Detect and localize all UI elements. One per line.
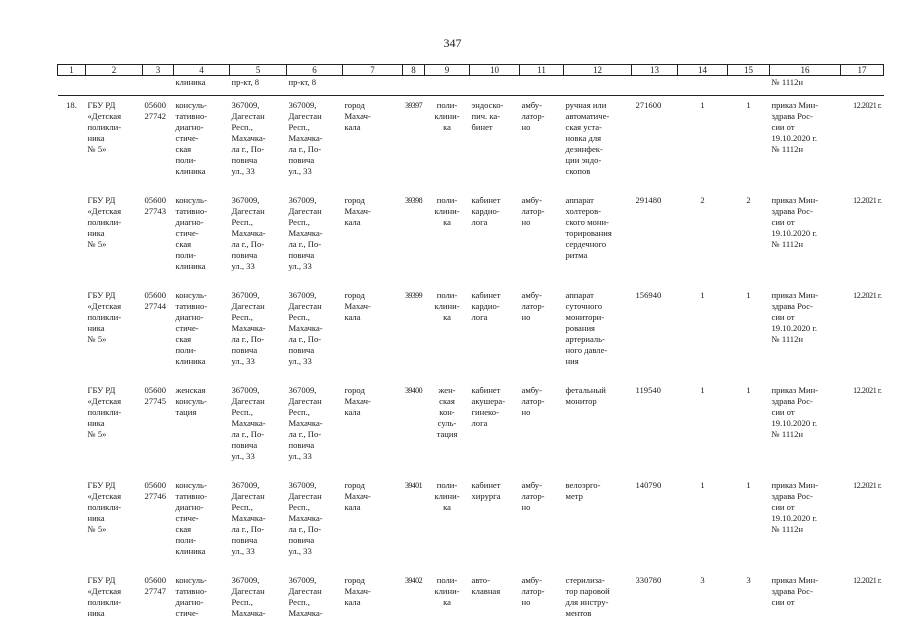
table-cell: 1 <box>700 100 705 110</box>
table-cell: велоэрго- метр <box>565 480 601 501</box>
column-header-16: 16 <box>770 65 841 76</box>
continuation-cell <box>470 76 520 96</box>
table-cell: 367009, Дагестан Респ., Махачка- ла г., По- повича ул., 33 <box>288 195 323 271</box>
table-cell: приказ Мин- здрава Рос- сии от 19.10.2020 г. № 1112н <box>771 385 819 439</box>
table-row <box>58 96 884 192</box>
table-cell: 39402 <box>404 576 422 585</box>
table-cell: 330780 <box>635 575 662 585</box>
continuation-cell: пр-кт, 8 <box>287 76 343 96</box>
table-cell: 1 <box>746 385 751 395</box>
table-cell: стерилиза- тор паровой для инстру- ментов <box>565 575 610 618</box>
column-header-4: 4 <box>174 65 230 76</box>
table-cell: поли- клини- ка <box>434 480 460 512</box>
table-cell: амбу- латор- но <box>521 480 545 512</box>
table-cell <box>58 476 86 571</box>
table-cell: 367009, Дагестан Респ., Махачка- ла г., По- повича ул., 33 <box>231 195 266 271</box>
continuation-cell: клиника <box>174 76 230 96</box>
table-cell: 367009, Дагестан Респ., Махачка- ла г., По- повича ул., 33 <box>288 385 323 461</box>
table-cell: 3 <box>700 575 705 585</box>
table-cell: аппарат холтеров- ского мони- торирования сердечного ритма <box>565 195 612 260</box>
table-cell: 18. <box>66 100 77 110</box>
continuation-row <box>58 76 884 96</box>
table-cell: 12.2021 г. <box>853 576 882 585</box>
column-header-15: 15 <box>728 65 770 76</box>
table-cell: приказ Мин- здрава Рос- сии от 19.10.2020 г. № 1112н <box>771 480 819 534</box>
table-cell: 05600 27743 <box>144 195 166 216</box>
table-cell: ГБУ РД «Детская поликли- ника № 5» <box>87 385 122 439</box>
table-cell <box>58 286 86 381</box>
table-row <box>58 476 884 571</box>
table-cell: консуль- тативно- диагно- стиче- ская поли- клиника <box>175 100 208 176</box>
table-cell: фетальный монитор <box>565 385 606 406</box>
table-cell: амбу- латор- но <box>521 290 545 322</box>
table-cell: 1 <box>746 100 751 110</box>
table-cell: ГБУ РД «Детская поликли- ника № 5» <box>87 480 122 534</box>
table-cell: ГБУ РД «Детская поликли- ника <box>87 575 122 618</box>
table-cell: город Махач- кала <box>344 480 371 512</box>
table-cell: 1 <box>700 385 705 395</box>
page-number: 347 <box>443 36 462 50</box>
table-cell: консуль- тативно- диагно- стиче- ская поли- клиника <box>175 290 208 366</box>
column-header-8: 8 <box>403 65 425 76</box>
table-cell: ручная или автоматиче- ская уста- новка для дезинфек- ции эндо- скопов <box>565 100 610 176</box>
column-header-12: 12 <box>564 65 632 76</box>
table-cell: кабинет кардио- лога <box>471 290 501 322</box>
table-cell: поли- клини- ка <box>434 290 460 322</box>
table-cell <box>58 191 86 286</box>
continuation-cell: пр-кт, 8 <box>230 76 287 96</box>
table-cell: поли- клини- ка <box>434 100 460 132</box>
continuation-cell <box>632 76 678 96</box>
table-cell: консуль- тативно- диагно- стиче- ская поли- клиника <box>175 480 208 556</box>
table-cell: 367009, Дагестан Респ., Махачка- ла г., По- повича ул., 33 <box>288 480 323 556</box>
continuation-cell <box>143 76 174 96</box>
table-cell: 05600 27746 <box>144 480 166 501</box>
continuation-cell <box>728 76 770 96</box>
table-cell: приказ Мин- здрава Рос- сии от 19.10.2020 г. № 1112н <box>771 290 819 344</box>
continuation-cell <box>678 76 728 96</box>
table-cell: консуль- тативно- диагно- стиче- <box>175 575 208 618</box>
table-cell: город Махач- кала <box>344 195 371 227</box>
table-cell: 39398 <box>404 196 422 205</box>
table-cell: 12.2021 г. <box>853 291 882 300</box>
table-cell: 12.2021 г. <box>853 386 882 395</box>
table-cell: 1 <box>700 480 705 490</box>
table-cell: амбу- латор- но <box>521 385 545 417</box>
table-cell: ГБУ РД «Детская поликли- ника № 5» <box>87 195 122 249</box>
table-cell: поли- клини- ка <box>434 575 460 607</box>
table-cell: город Махач- кала <box>344 100 371 132</box>
continuation-cell <box>86 76 143 96</box>
table-cell: 367009, Дагестан Респ., Махачка- ла г., По- повича ул., 33 <box>231 290 266 366</box>
continuation-cell <box>425 76 470 96</box>
table-cell: аппарат суточного монитори- рования артериаль- ного давле- ния <box>565 290 608 366</box>
table-cell: амбу- латор- но <box>521 575 545 607</box>
table-cell: 1 <box>746 480 751 490</box>
table-cell: 05600 27747 <box>144 575 166 596</box>
column-header-6: 6 <box>287 65 343 76</box>
table-cell: поли- клини- ка <box>434 195 460 227</box>
table-cell: 05600 27744 <box>144 290 166 311</box>
column-header-2: 2 <box>86 65 143 76</box>
table-cell: 3 <box>746 575 751 585</box>
equipment-table <box>57 64 884 623</box>
table-cell: женская консуль- тация <box>175 385 207 417</box>
table-cell: 05600 27745 <box>144 385 166 406</box>
table-cell: 1 <box>746 290 751 300</box>
table-cell: 367009, Дагестан Респ., Махачка- ла г., По- повича ул., 33 <box>231 480 266 556</box>
table-cell: 12.2021 г. <box>853 196 882 205</box>
table-cell: 367009, Дагестан Респ., Махачка- <box>288 575 323 618</box>
column-header-10: 10 <box>470 65 520 76</box>
continuation-cell <box>564 76 632 96</box>
continuation-cell <box>520 76 564 96</box>
table-cell: 39400 <box>404 386 422 395</box>
column-header-5: 5 <box>230 65 287 76</box>
table-cell: 271600 <box>635 100 662 110</box>
table-cell: 12.2021 г. <box>853 101 882 110</box>
table-cell: 367009, Дагестан Респ., Махачка- ла г., По- повича ул., 33 <box>231 385 266 461</box>
table-cell: город Махач- кала <box>344 575 371 607</box>
continuation-cell: № 1112н <box>770 76 841 96</box>
table-cell: 12.2021 г. <box>853 481 882 490</box>
table-cell: ГБУ РД «Детская поликли- ника № 5» <box>87 100 122 154</box>
column-header-7: 7 <box>343 65 403 76</box>
table-cell: амбу- латор- но <box>521 195 545 227</box>
table-cell: 156940 <box>635 290 662 300</box>
table-cell <box>58 571 86 623</box>
header-row <box>58 65 884 76</box>
column-header-1: 1 <box>58 65 86 76</box>
column-header-11: 11 <box>520 65 564 76</box>
table-cell: 367009, Дагестан Респ., Махачка- <box>231 575 266 618</box>
table-cell: консуль- тативно- диагно- стиче- ская поли- клиника <box>175 195 208 271</box>
table-cell: 2 <box>746 195 751 205</box>
table-cell: 367009, Дагестан Респ., Махачка- ла г., По- повича ул., 33 <box>288 100 323 176</box>
table-cell: 291480 <box>635 195 662 205</box>
column-header-3: 3 <box>143 65 174 76</box>
table-cell: приказ Мин- здрава Рос- сии от <box>771 575 819 607</box>
table-cell <box>58 381 86 476</box>
table-cell: 367009, Дагестан Респ., Махачка- ла г., По- повича ул., 33 <box>231 100 266 176</box>
table-cell: амбу- латор- но <box>521 100 545 132</box>
table-row <box>58 286 884 381</box>
table-cell: приказ Мин- здрава Рос- сии от 19.10.2020 г. № 1112н <box>771 100 819 154</box>
table-cell: 367009, Дагестан Респ., Махачка- ла г., По- повича ул., 33 <box>288 290 323 366</box>
table-cell: город Махач- кала <box>344 290 371 322</box>
table-cell: 39397 <box>404 101 422 110</box>
table-cell: 05600 27742 <box>144 100 166 121</box>
table-row <box>58 191 884 286</box>
column-header-17: 17 <box>841 65 884 76</box>
continuation-cell <box>58 76 86 96</box>
table-cell: 39399 <box>404 291 422 300</box>
table-cell: жен- ская кон- суль- тация <box>436 385 458 439</box>
table-row <box>58 381 884 476</box>
table-cell: кабинет акушера- гинеко- лога <box>471 385 506 428</box>
table-cell: город Махач- кала <box>344 385 371 417</box>
column-header-9: 9 <box>425 65 470 76</box>
table-cell: кабинет кардио- лога <box>471 195 501 227</box>
table-cell: приказ Мин- здрава Рос- сии от 19.10.2020 г. № 1112н <box>771 195 819 249</box>
table-cell: ГБУ РД «Детская поликли- ника № 5» <box>87 290 122 344</box>
table-cell: 119540 <box>635 385 661 395</box>
table-cell: 39401 <box>404 481 422 490</box>
table-cell: авто- клавная <box>471 575 501 596</box>
table-row <box>58 571 884 623</box>
table-cell: 1 <box>700 290 705 300</box>
continuation-cell <box>343 76 403 96</box>
table-cell: 140790 <box>635 480 662 490</box>
continuation-cell <box>841 76 884 96</box>
column-header-14: 14 <box>678 65 728 76</box>
continuation-cell <box>403 76 425 96</box>
table-cell: кабинет хирурга <box>471 480 501 501</box>
table-cell: 2 <box>700 195 705 205</box>
table-cell: эндоско- пич. ка- бинет <box>471 100 504 132</box>
column-header-13: 13 <box>632 65 678 76</box>
